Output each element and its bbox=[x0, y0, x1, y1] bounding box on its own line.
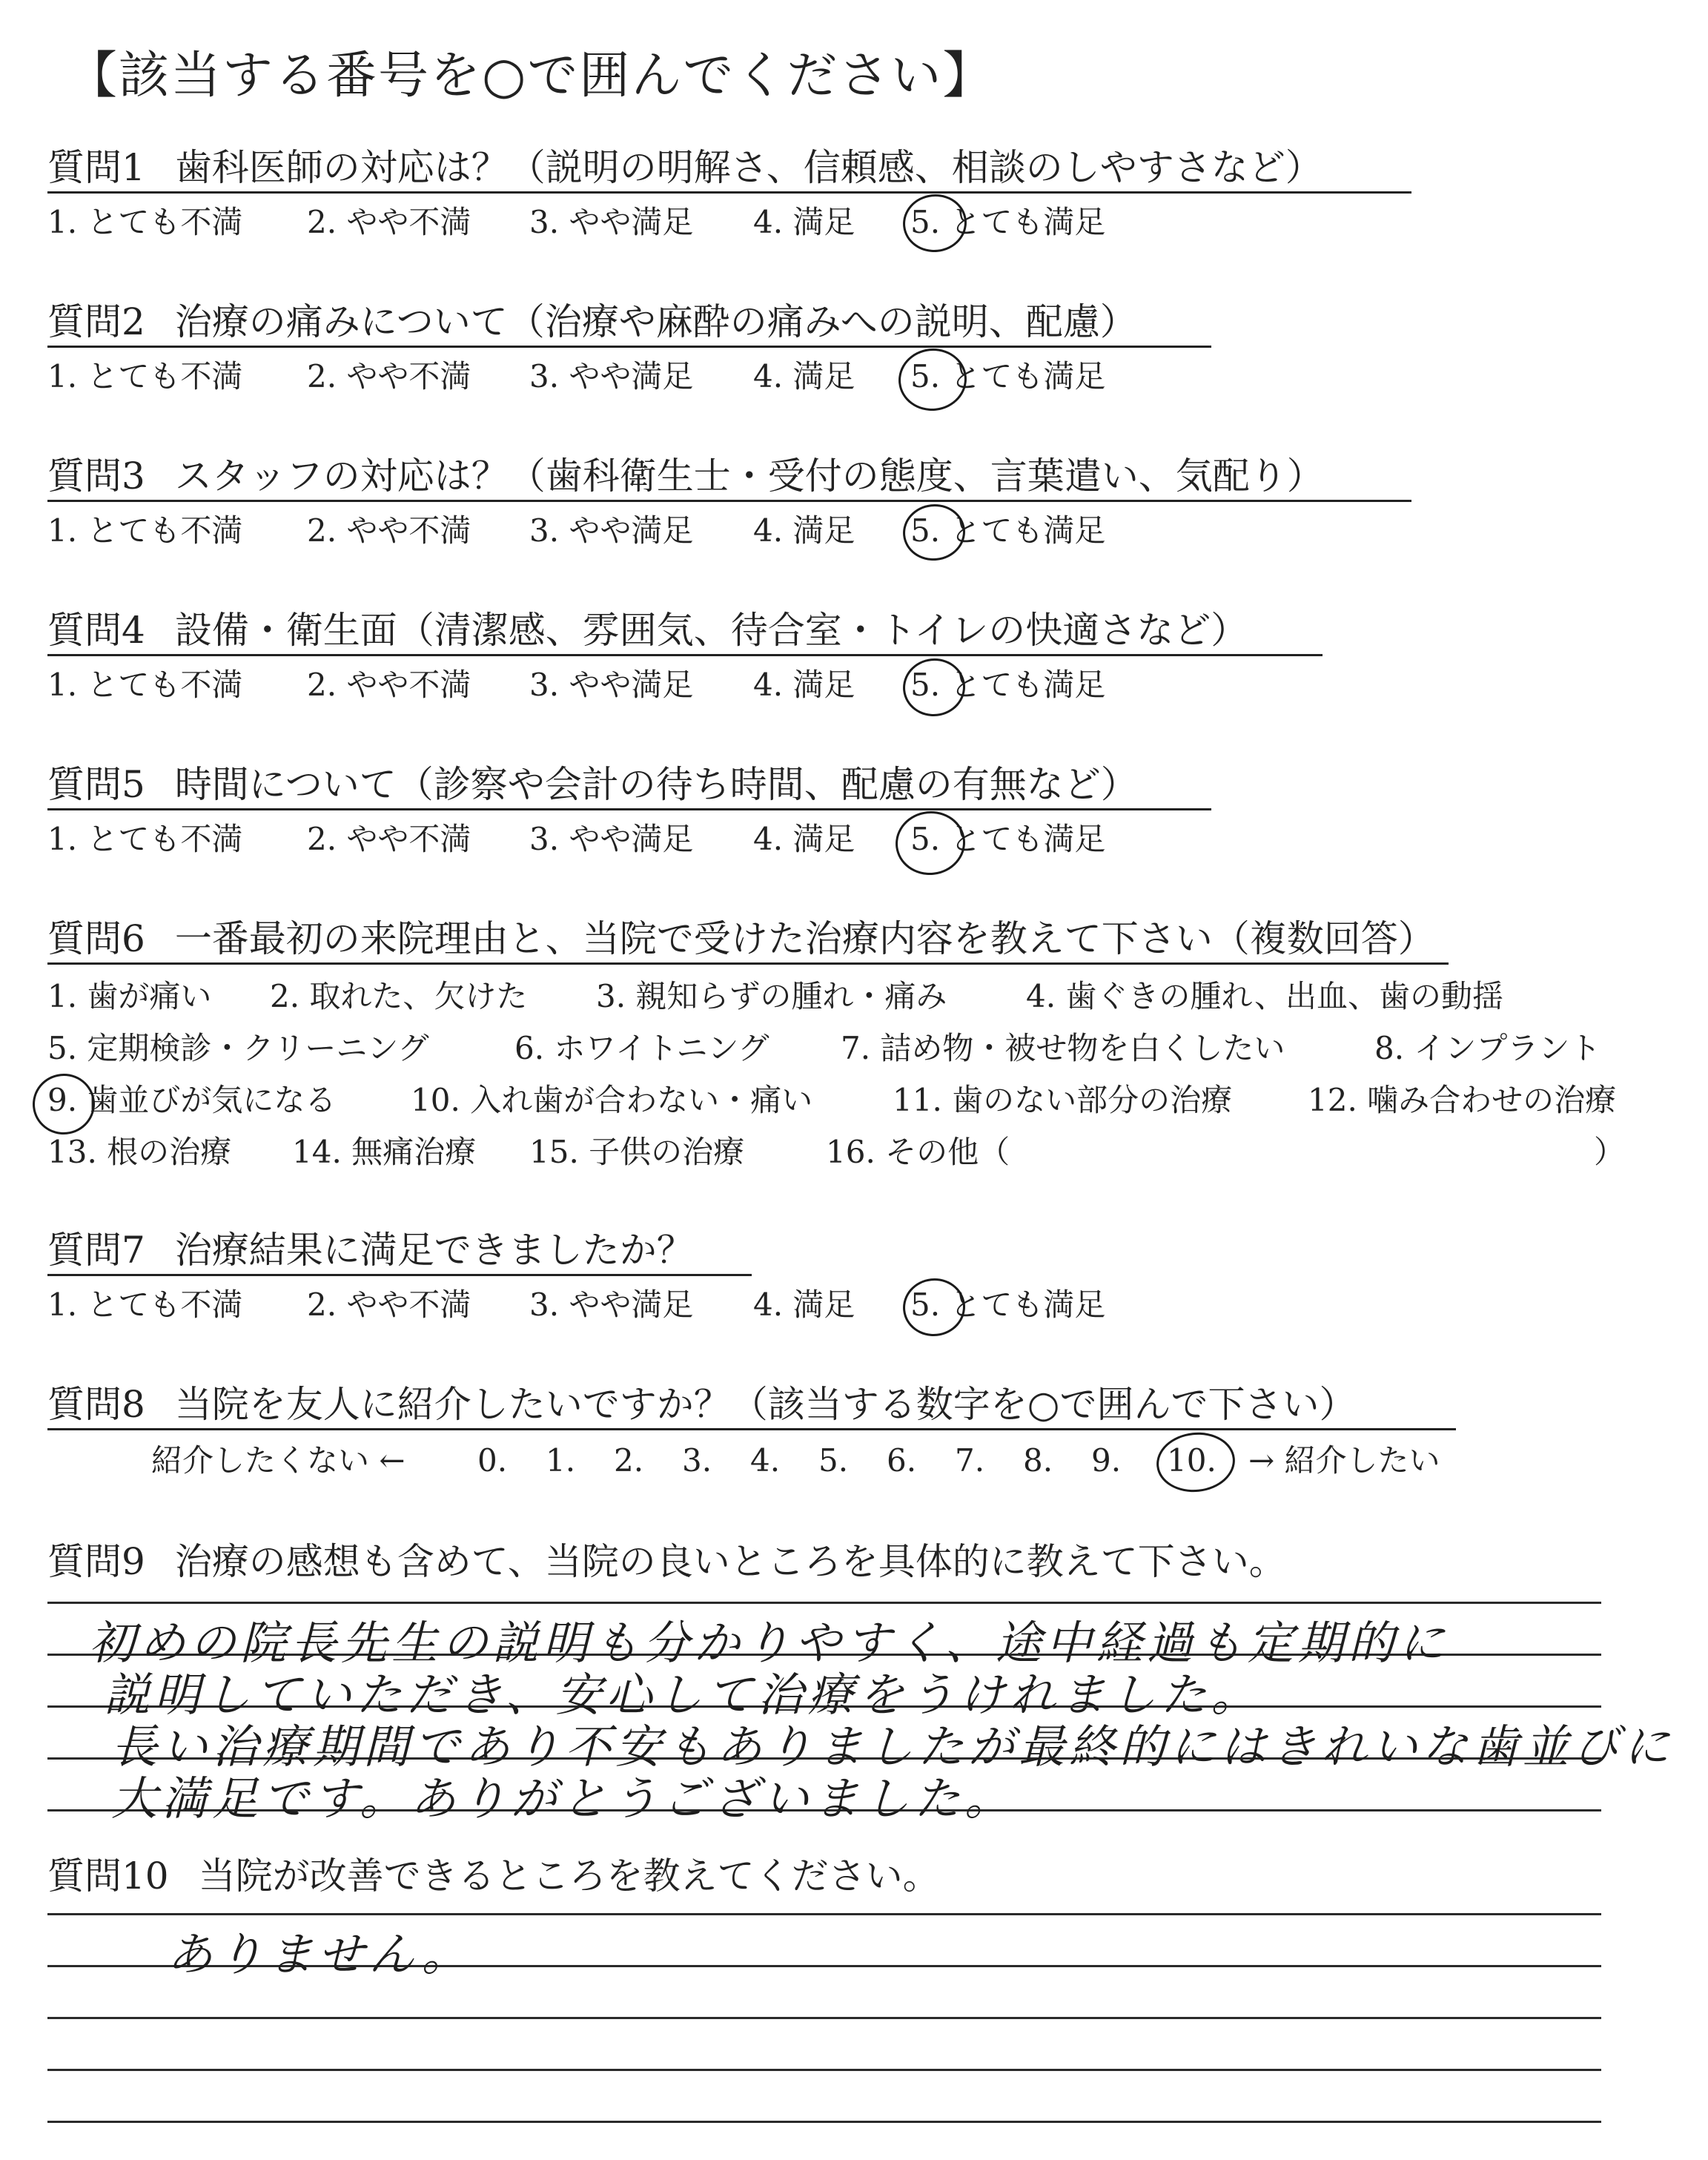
answer-line bbox=[47, 2017, 1601, 2019]
question-9-text: 治療の感想も含めて、当院の良いところを具体的に教えて下さい。 bbox=[174, 1540, 1286, 1583]
question-7-title bbox=[47, 1228, 694, 1272]
q9-handwritten-line-1: 初めの院長先生の説明も分かりやすく、途中経過も定期的に bbox=[89, 1616, 1449, 1670]
question-6-underline bbox=[47, 962, 1449, 965]
option-3[interactable]: 3. やや満足 bbox=[529, 204, 694, 240]
question-8-underline bbox=[47, 1428, 1456, 1430]
option-4[interactable]: 4. 満足 bbox=[753, 512, 855, 549]
answer-line bbox=[47, 2121, 1601, 2123]
reason-option[interactable]: 2. 取れた、欠けた bbox=[270, 978, 528, 1014]
scale-right-label: → 紹介したい bbox=[1248, 1442, 1440, 1479]
question-5-title bbox=[47, 762, 1138, 807]
question-3-text: スタッフの対応は？（歯科衛生士・受付の態度、言葉遣い、気配り） bbox=[174, 455, 1324, 498]
option-5[interactable]: 5. とても満足 bbox=[910, 358, 1106, 394]
question-6-title bbox=[47, 916, 1435, 961]
reason-option[interactable]: 5. 定期検診・クリーニング bbox=[47, 1030, 429, 1066]
instruction-header: 【該当する番号を○で囲んでください】 bbox=[67, 47, 995, 105]
option-3[interactable]: 3. やや満足 bbox=[529, 1287, 694, 1323]
option-1[interactable]: 1. とても不満 bbox=[47, 1287, 243, 1323]
scale-left-label: 紹介したくない ← bbox=[151, 1442, 406, 1479]
answer-line bbox=[47, 1913, 1601, 1915]
question-8-text: 当院を友人に紹介したいですか？（該当する数字を○で囲んで下さい） bbox=[174, 1383, 1357, 1426]
scale-5[interactable]: 5. bbox=[818, 1442, 849, 1479]
question-4-label: 質問4 bbox=[47, 609, 145, 652]
scale-10[interactable]: 10. bbox=[1167, 1442, 1217, 1479]
option-2[interactable]: 2. やや不満 bbox=[307, 512, 471, 549]
question-6-text: 一番最初の来院理由と、当院で受けた治療内容を教えて下さい（複数回答） bbox=[174, 917, 1435, 960]
scale-6[interactable]: 6. bbox=[887, 1442, 917, 1479]
option-1[interactable]: 1. とても不満 bbox=[47, 512, 243, 549]
option-1[interactable]: 1. とても不満 bbox=[47, 821, 243, 857]
question-8-label: 質問8 bbox=[47, 1383, 145, 1426]
option-2[interactable]: 2. やや不満 bbox=[307, 204, 471, 240]
reason-option[interactable]: 10. 入れ歯が合わない・痛い bbox=[411, 1082, 813, 1118]
reason-option[interactable]: 16. その他（ bbox=[826, 1134, 1010, 1170]
q10-handwritten-line-1: ありません。 bbox=[167, 1927, 472, 1981]
q9-handwritten-line-4: 大満足です。ありがとうございました。 bbox=[111, 1771, 1016, 1826]
option-4[interactable]: 4. 満足 bbox=[753, 358, 855, 394]
scale-4[interactable]: 4. bbox=[750, 1442, 781, 1479]
scale-1[interactable]: 1. bbox=[546, 1442, 576, 1479]
option-1[interactable]: 1. とても不満 bbox=[47, 204, 243, 240]
question-8-title bbox=[47, 1382, 1356, 1427]
q9-handwritten-line-2: 説明していただき、安心して治療をうけれました。 bbox=[104, 1668, 1262, 1722]
option-2[interactable]: 2. やや不満 bbox=[307, 821, 471, 857]
question-1-underline bbox=[47, 191, 1411, 194]
reason-option[interactable]: 4. 歯ぐきの腫れ、出血、歯の動揺 bbox=[1026, 978, 1503, 1014]
scale-9[interactable]: 9. bbox=[1091, 1442, 1122, 1479]
answer-line bbox=[47, 1602, 1601, 1604]
option-4[interactable]: 4. 満足 bbox=[753, 821, 855, 857]
reason-other-close: ） bbox=[1594, 1134, 1626, 1170]
option-1[interactable]: 1. とても不満 bbox=[47, 358, 243, 394]
option-5[interactable]: 5. とても満足 bbox=[910, 1287, 1106, 1323]
question-1-label: 質問1 bbox=[47, 146, 145, 189]
reason-option[interactable]: 9. 歯並びが気になる bbox=[47, 1082, 337, 1118]
selection-circle-q1 bbox=[900, 191, 970, 256]
question-2-title bbox=[47, 300, 1137, 344]
reason-option[interactable]: 1. 歯が痛い bbox=[47, 978, 212, 1014]
question-10-title bbox=[47, 1854, 940, 1898]
option-5[interactable]: 5. とても満足 bbox=[910, 204, 1106, 240]
question-10-text: 当院が改善できるところを教えてください。 bbox=[198, 1855, 940, 1898]
option-1[interactable]: 1. とても不満 bbox=[47, 667, 243, 703]
q9-handwritten-line-3: 長い治療期間であり不安もありましたが最終的にはきれいな歯並びに bbox=[111, 1720, 1675, 1774]
option-5[interactable]: 5. とても満足 bbox=[910, 512, 1106, 549]
scale-3[interactable]: 3. bbox=[682, 1442, 712, 1479]
question-9-label: 質問9 bbox=[47, 1540, 145, 1583]
question-9-title bbox=[47, 1539, 1286, 1584]
reason-option[interactable]: 7. 詰め物・被せ物を白くしたい bbox=[841, 1030, 1285, 1066]
reason-option[interactable]: 3. 親知らずの腫れ・痛み bbox=[596, 978, 947, 1014]
option-2[interactable]: 2. やや不満 bbox=[307, 667, 471, 703]
option-3[interactable]: 3. やや満足 bbox=[529, 512, 694, 549]
scale-8[interactable]: 8. bbox=[1023, 1442, 1053, 1479]
option-4[interactable]: 4. 満足 bbox=[753, 204, 855, 240]
question-6-label: 質問6 bbox=[47, 917, 145, 960]
question-1-title bbox=[47, 145, 1323, 190]
question-4-underline bbox=[47, 654, 1323, 656]
selection-circle-q8 bbox=[1153, 1429, 1238, 1496]
reason-option[interactable]: 12. 噛み合わせの治療 bbox=[1308, 1082, 1617, 1118]
option-4[interactable]: 4. 満足 bbox=[753, 1287, 855, 1323]
question-7-label: 質問7 bbox=[47, 1229, 145, 1272]
question-7-underline bbox=[47, 1274, 752, 1276]
option-2[interactable]: 2. やや不満 bbox=[307, 1287, 471, 1323]
answer-line bbox=[47, 2069, 1601, 2071]
reason-option[interactable]: 14. 無痛治療 bbox=[292, 1134, 477, 1170]
question-3-label: 質問3 bbox=[47, 455, 145, 498]
reason-option[interactable]: 8. インプラント bbox=[1374, 1030, 1601, 1066]
question-4-text: 設備・衛生面（清潔感、雰囲気、待合室・トイレの快適さなど） bbox=[174, 609, 1248, 652]
question-3-underline bbox=[47, 500, 1411, 502]
reason-option[interactable]: 15. 子供の治療 bbox=[529, 1134, 745, 1170]
reason-option[interactable]: 13. 根の治療 bbox=[47, 1134, 232, 1170]
reason-option[interactable]: 6. ホワイトニング bbox=[514, 1030, 769, 1066]
question-2-underline bbox=[47, 346, 1211, 348]
question-5-label: 質問5 bbox=[47, 763, 145, 806]
scale-2[interactable]: 2. bbox=[614, 1442, 644, 1479]
option-4[interactable]: 4. 満足 bbox=[753, 667, 855, 703]
option-3[interactable]: 3. やや満足 bbox=[529, 358, 694, 394]
question-1-text: 歯科医師の対応は？（説明の明解さ、信頼感、相談のしやすさなど） bbox=[174, 146, 1323, 189]
option-3[interactable]: 3. やや満足 bbox=[529, 821, 694, 857]
option-5[interactable]: 5. とても満足 bbox=[910, 667, 1106, 703]
question-5-underline bbox=[47, 808, 1211, 810]
question-4-title bbox=[47, 608, 1248, 653]
question-5-text: 時間について（診察や会計の待ち時間、配慮の有無など） bbox=[174, 763, 1138, 806]
option-3[interactable]: 3. やや満足 bbox=[529, 667, 694, 703]
question-10-label: 質問10 bbox=[47, 1855, 169, 1898]
scale-7[interactable]: 7. bbox=[955, 1442, 985, 1479]
scale-0[interactable]: 0. bbox=[477, 1442, 508, 1479]
question-2-label: 質問2 bbox=[47, 300, 145, 343]
question-3-title bbox=[47, 454, 1324, 498]
question-2-text: 治療の痛みについて（治療や麻酔の痛みへの説明、配慮） bbox=[174, 300, 1137, 343]
option-2[interactable]: 2. やや不満 bbox=[307, 358, 471, 394]
question-7-text: 治療結果に満足できましたか？ bbox=[174, 1229, 694, 1272]
reason-option[interactable]: 11. 歯のない部分の治療 bbox=[893, 1082, 1233, 1118]
option-5[interactable]: 5. とても満足 bbox=[910, 821, 1106, 857]
